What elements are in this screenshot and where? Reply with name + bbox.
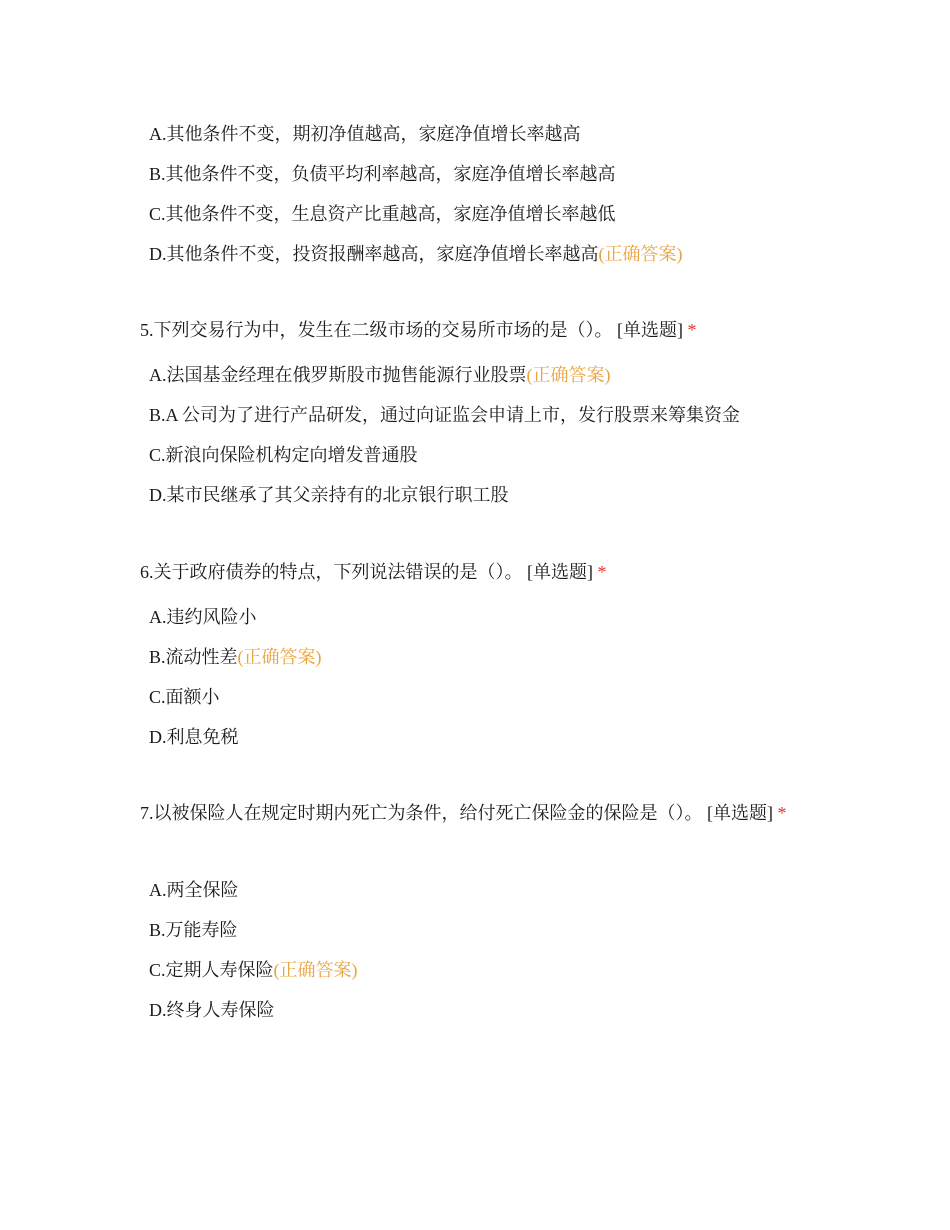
q5-question [140,314,820,346]
option-text: D.终身人寿保险 [149,1000,275,1020]
question-text: 5.下列交易行为中，发生在二级市场的交易所市场的是（）。 [140,320,613,340]
option-text: C.面额小 [149,687,220,707]
q4-option-c[interactable] [149,202,616,226]
question-text: 6.关于政府债券的特点，下列说法错误的是（）。 [140,562,523,582]
option-text: B.流动性差 [149,647,238,667]
correct-answer-mark: (正确答案) [598,244,683,264]
q6-option-c[interactable] [149,685,220,709]
q7-option-b[interactable] [149,918,238,942]
q5-option-c[interactable] [149,443,418,467]
required-mark: * [777,803,787,823]
q5-option-a[interactable] [149,363,611,387]
option-text: D.某市民继承了其父亲持有的北京银行职工股 [149,485,509,505]
correct-answer-mark: (正确答案) [237,647,322,667]
option-text: D.利息免税 [149,727,239,747]
q4-option-b[interactable] [149,162,616,186]
q7-option-d[interactable] [149,998,275,1022]
option-text: C.新浪向保险机构定向增发普通股 [149,445,418,465]
question-type-tag: [单选题] [527,562,593,582]
q5-option-d[interactable] [149,483,509,507]
q6-option-a[interactable] [149,605,257,629]
option-text: D.其他条件不变，投资报酬率越高，家庭净值增长率越高 [149,244,599,264]
required-mark: * [597,562,607,582]
q7-option-c[interactable] [149,958,358,982]
question-text: 7.以被保险人在规定时期内死亡为条件，给付死亡保险金的保险是（）。 [140,803,703,823]
option-text: C.其他条件不变，生息资产比重越高，家庭净值增长率越低 [149,204,616,224]
q5-option-b[interactable] [149,403,740,427]
option-text: A.违约风险小 [149,607,257,627]
q4-option-d[interactable] [149,242,683,266]
required-mark: * [687,320,697,340]
option-text: C.定期人寿保险 [149,960,274,980]
q7-question [140,797,820,829]
q6-option-d[interactable] [149,725,239,749]
option-text: B.A 公司为了进行产品研发，通过向证监会申请上市，发行股票来筹集资金 [149,405,741,425]
option-text: B.万能寿险 [149,920,238,940]
question-type-tag: [单选题] [707,803,773,823]
option-text: A.两全保险 [149,880,239,900]
question-type-tag: [单选题] [617,320,683,340]
correct-answer-mark: (正确答案) [273,960,358,980]
option-text: A.法国基金经理在俄罗斯股市抛售能源行业股票 [149,365,527,385]
q6-question [140,556,820,588]
option-text: A.其他条件不变，期初净值越高，家庭净值增长率越高 [149,124,581,144]
correct-answer-mark: (正确答案) [526,365,611,385]
q4-option-a[interactable] [149,122,581,146]
q6-option-b[interactable] [149,645,322,669]
option-text: B.其他条件不变，负债平均利率越高，家庭净值增长率越高 [149,164,616,184]
q7-option-a[interactable] [149,878,239,902]
